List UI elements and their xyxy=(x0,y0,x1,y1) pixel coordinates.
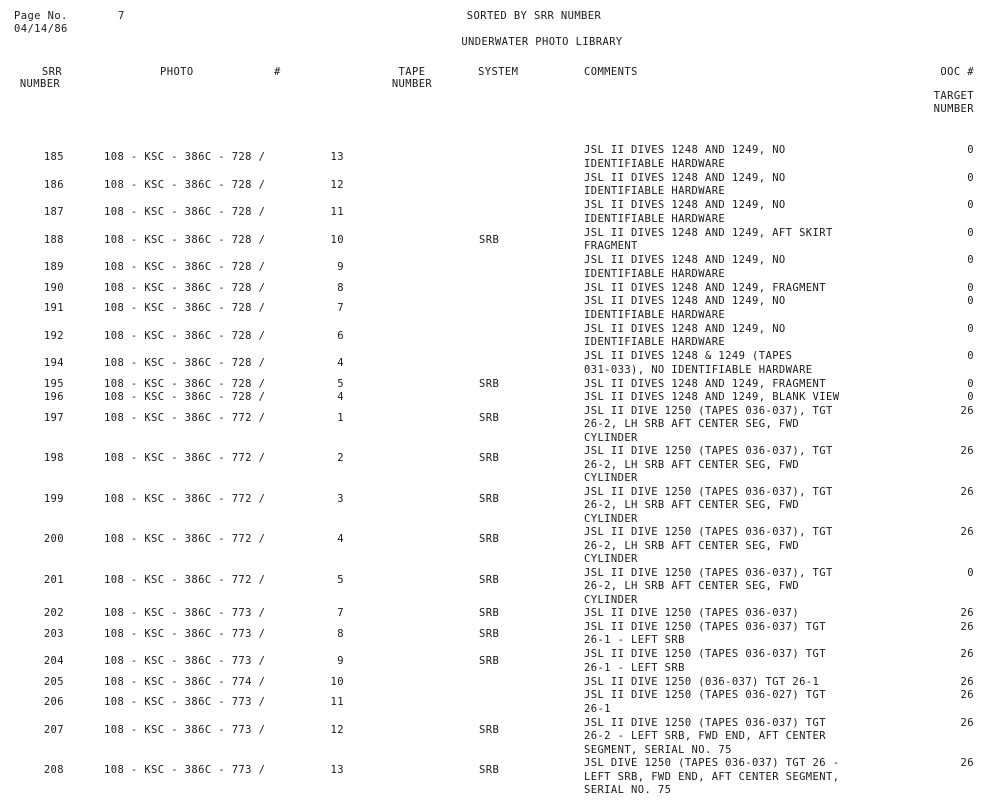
table-row xyxy=(0,378,988,392)
col-target-line2: NUMBER xyxy=(933,103,974,115)
table-row xyxy=(0,282,988,296)
comment-line: JSL II DIVE 1250 (TAPES 036-037) TGT xyxy=(584,648,826,660)
srr-number: 194 xyxy=(43,357,64,369)
comment-line: JSL II DIVE 1250 (TAPES 036-037), TGT xyxy=(584,566,833,579)
col-hash: # xyxy=(274,66,281,78)
comment-line: JSL II DIVES 1248 AND 1249, NO xyxy=(584,254,786,266)
comment-line: LEFT SRB, FWD END, AFT CENTER SEGMENT, xyxy=(584,770,840,783)
system-code: SRB xyxy=(479,533,500,545)
comment-line: JSL II DIVE 1250 (036-037) TGT 26-1 xyxy=(584,675,820,688)
page-number: 7 xyxy=(118,10,125,22)
photo-number: 11 xyxy=(330,206,344,218)
photo-id: 108 - KSC - 386C - 772 / xyxy=(104,573,266,586)
report-date: 04/14/86 xyxy=(14,23,68,35)
comment-line: CYLINDER xyxy=(584,431,638,444)
system-code: SRB xyxy=(479,764,500,776)
comment-line: 26-2, LH SRB AFT CENTER SEG, FWD xyxy=(584,580,800,592)
photo-id: 108 - KSC - 386C - 728 / xyxy=(104,206,266,218)
photo-number: 12 xyxy=(330,178,344,191)
ooc-target-number: 26 xyxy=(960,526,974,538)
comment-line: 26-1 - LEFT SRB xyxy=(584,634,685,646)
photo-number: 9 xyxy=(337,261,344,273)
srr-number: 196 xyxy=(43,391,64,403)
table-row xyxy=(0,350,988,376)
comment-line: FRAGMENT xyxy=(584,240,638,252)
srr-number: 203 xyxy=(43,627,64,640)
comment-line: 26-2 - LEFT SRB, FWD END, AFT CENTER xyxy=(584,730,826,742)
system-code: SRB xyxy=(479,627,500,640)
srr-number: 201 xyxy=(43,573,64,586)
photo-number: 11 xyxy=(330,696,344,708)
comment-line: JSL II DIVES 1248 AND 1249, FRAGMENT xyxy=(584,281,826,294)
ooc-target-number: 26 xyxy=(960,675,974,688)
ooc-target-number: 26 xyxy=(960,404,974,417)
ooc-target-number: 0 xyxy=(967,350,974,362)
photo-id: 108 - KSC - 386C - 772 / xyxy=(104,492,266,505)
col-target-line1: TARGET xyxy=(933,90,974,102)
photo-number: 8 xyxy=(337,281,344,294)
photo-number: 6 xyxy=(337,329,344,342)
table-row xyxy=(0,295,988,321)
photo-id: 108 - KSC - 386C - 728 / xyxy=(104,151,266,163)
comment-line: JSL II DIVES 1248 AND 1249, NO xyxy=(584,295,786,307)
system-code: SRB xyxy=(479,723,500,736)
srr-number: 198 xyxy=(43,452,64,464)
table-row xyxy=(0,526,988,565)
table-row xyxy=(0,226,988,252)
ooc-target-number: 0 xyxy=(967,281,974,294)
ooc-target-number: 0 xyxy=(967,322,974,335)
table-row xyxy=(0,620,988,646)
photo-number: 13 xyxy=(330,151,344,163)
srr-number: 195 xyxy=(43,377,64,390)
comment-line: IDENTIFIABLE HARDWARE xyxy=(584,212,726,225)
ooc-target-number: 26 xyxy=(960,757,974,769)
table-row xyxy=(0,485,988,525)
col-comments: COMMENTS xyxy=(584,66,638,78)
ooc-target-number: 0 xyxy=(967,144,974,156)
srr-number: 200 xyxy=(43,533,64,545)
col-srr-line1: SRR xyxy=(41,66,63,78)
photo-id: 108 - KSC - 386C - 773 / xyxy=(104,607,266,619)
comment-line: IDENTIFIABLE HARDWARE xyxy=(584,308,726,321)
srr-number: 186 xyxy=(43,178,64,191)
photo-number: 1 xyxy=(337,411,344,424)
srr-number: 188 xyxy=(43,233,64,246)
table-row xyxy=(0,171,988,197)
comment-line: 26-1 xyxy=(584,702,611,715)
ooc-target-number: 0 xyxy=(967,171,974,184)
srr-number: 185 xyxy=(43,151,64,163)
srr-number: 190 xyxy=(43,281,64,294)
comment-line: IDENTIFIABLE HARDWARE xyxy=(584,157,726,170)
col-system: SYSTEM xyxy=(478,66,519,78)
comment-line: 031-033), NO IDENTIFIABLE HARDWARE xyxy=(584,363,813,376)
srr-number: 207 xyxy=(43,723,64,736)
system-code: SRB xyxy=(479,573,500,586)
table-row xyxy=(0,254,988,280)
srr-number: 205 xyxy=(43,675,64,688)
table-row xyxy=(0,199,988,225)
photo-id: 108 - KSC - 386C - 728 / xyxy=(104,377,266,390)
table-row xyxy=(0,676,988,690)
system-code: SRB xyxy=(479,492,500,505)
ooc-target-number: 0 xyxy=(967,566,974,579)
table-row xyxy=(0,144,988,170)
comment-line: IDENTIFIABLE HARDWARE xyxy=(584,336,726,348)
photo-id: 108 - KSC - 386C - 728 / xyxy=(104,391,266,403)
table-row xyxy=(0,404,988,444)
comment-line: SERIAL NO. 75 xyxy=(584,784,672,796)
srr-number: 191 xyxy=(43,302,64,314)
comment-line: JSL II DIVE 1250 (TAPES 036-037) TGT xyxy=(584,716,826,729)
photo-id: 108 - KSC - 386C - 773 / xyxy=(104,723,266,736)
comment-line: IDENTIFIABLE HARDWARE xyxy=(584,267,726,280)
photo-id: 108 - KSC - 386C - 773 / xyxy=(104,627,266,640)
col-srr-line2: NUMBER xyxy=(19,78,61,90)
ooc-target-number: 26 xyxy=(960,716,974,729)
comment-line: JSL II DIVES 1248 AND 1249, BLANK VIEW xyxy=(584,391,840,403)
photo-id: 108 - KSC - 386C - 728 / xyxy=(104,302,266,314)
photo-number: 3 xyxy=(337,492,344,505)
comment-line: JSL II DIVES 1248 AND 1249, FRAGMENT xyxy=(584,377,826,390)
table-row xyxy=(0,689,988,715)
comment-line: JSL II DIVES 1248 AND 1249, NO xyxy=(584,144,786,156)
library-title: UNDERWATER PHOTO LIBRARY xyxy=(461,36,623,48)
photo-number: 13 xyxy=(330,764,344,776)
photo-id: 108 - KSC - 386C - 728 / xyxy=(104,261,266,273)
system-code: SRB xyxy=(479,411,500,424)
comment-line: 26-1 - LEFT SRB xyxy=(584,661,685,674)
col-photo: PHOTO xyxy=(160,66,194,78)
photo-id: 108 - KSC - 386C - 772 / xyxy=(104,452,266,464)
photo-number: 5 xyxy=(337,573,344,586)
photo-number: 8 xyxy=(337,627,344,640)
comment-line: 26-2, LH SRB AFT CENTER SEG, FWD xyxy=(584,539,800,552)
comment-line: CYLINDER xyxy=(584,472,638,484)
comment-line: JSL II DIVES 1248 AND 1249, NO xyxy=(584,199,786,211)
table-row xyxy=(0,445,988,484)
table-row xyxy=(0,648,988,674)
table-row xyxy=(0,566,988,606)
comment-line: JSL II DIVES 1248 AND 1249, NO xyxy=(584,171,786,184)
ooc-target-number: 0 xyxy=(967,377,974,390)
ooc-target-number: 0 xyxy=(967,391,974,403)
comment-line: CYLINDER xyxy=(584,593,638,606)
srr-number: 187 xyxy=(43,206,64,218)
comment-line: JSL II DIVE 1250 (TAPES 036-037), TGT xyxy=(584,445,833,457)
ooc-target-number: 26 xyxy=(960,607,974,619)
photo-number: 9 xyxy=(337,655,344,667)
comment-line: 26-2, LH SRB AFT CENTER SEG, FWD xyxy=(584,458,800,471)
comment-line: JSL II DIVE 1250 (TAPES 036-027) TGT xyxy=(584,689,826,701)
system-code: SRB xyxy=(479,655,500,667)
photo-number: 10 xyxy=(330,233,344,246)
ooc-target-number: 0 xyxy=(967,199,974,211)
photo-number: 4 xyxy=(337,533,344,545)
srr-number: 204 xyxy=(43,655,64,667)
comment-line: JSL II DIVE 1250 (TAPES 036-037), TGT xyxy=(584,404,833,417)
system-code: SRB xyxy=(479,377,500,390)
photo-number: 7 xyxy=(337,607,344,619)
comment-line: JSL II DIVES 1248 & 1249 (TAPES xyxy=(584,350,793,362)
srr-number: 197 xyxy=(43,411,64,424)
comment-line: IDENTIFIABLE HARDWARE xyxy=(584,185,726,197)
srr-number: 206 xyxy=(43,696,64,708)
comment-line: SEGMENT, SERIAL NO. 75 xyxy=(584,743,732,756)
photo-number: 12 xyxy=(330,723,344,736)
ooc-target-number: 26 xyxy=(960,445,974,457)
table-row xyxy=(0,716,988,756)
photo-number: 7 xyxy=(337,302,344,314)
photo-number: 4 xyxy=(337,391,344,403)
col-ooc: OOC # xyxy=(940,66,974,78)
photo-id: 108 - KSC - 386C - 773 / xyxy=(104,655,266,667)
srr-number: 189 xyxy=(43,261,64,273)
comment-line: JSL II DIVES 1248 AND 1249, AFT SKIRT xyxy=(584,226,833,239)
table-row xyxy=(0,391,988,405)
comment-line: 26-2, LH SRB AFT CENTER SEG, FWD xyxy=(584,418,800,430)
photo-id: 108 - KSC - 386C - 728 / xyxy=(104,233,266,246)
comment-line: JSL II DIVE 1250 (TAPES 036-037) xyxy=(584,607,800,619)
photo-id: 108 - KSC - 386C - 772 / xyxy=(104,533,266,545)
ooc-target-number: 26 xyxy=(960,689,974,701)
srr-number: 208 xyxy=(43,764,64,776)
srr-number: 202 xyxy=(43,607,64,619)
photo-id: 108 - KSC - 386C - 728 / xyxy=(104,329,266,342)
table-row xyxy=(0,322,988,348)
system-code: SRB xyxy=(479,607,500,619)
table-row xyxy=(0,757,988,796)
ooc-target-number: 26 xyxy=(960,485,974,498)
photo-id: 108 - KSC - 386C - 728 / xyxy=(104,357,266,369)
comment-line: JSL II DIVE 1250 (TAPES 036-037), TGT xyxy=(584,526,833,538)
ooc-target-number: 26 xyxy=(960,648,974,660)
comment-line: JSL II DIVES 1248 AND 1249, NO xyxy=(584,322,786,335)
photo-id: 108 - KSC - 386C - 728 / xyxy=(104,281,266,294)
comment-line: CYLINDER xyxy=(584,553,638,565)
sort-title: SORTED BY SRR NUMBER xyxy=(466,10,602,22)
comment-line: 26-2, LH SRB AFT CENTER SEG, FWD xyxy=(584,499,800,511)
photo-id: 108 - KSC - 386C - 774 / xyxy=(104,675,266,688)
col-tape-line2: NUMBER xyxy=(391,78,433,90)
srr-number: 192 xyxy=(43,329,64,342)
page-label: Page No. xyxy=(14,10,68,22)
photo-id: 108 - KSC - 386C - 728 / xyxy=(104,178,266,191)
system-code: SRB xyxy=(479,452,500,464)
comment-line: CYLINDER xyxy=(584,512,638,525)
ooc-target-number: 0 xyxy=(967,295,974,307)
photo-number: 2 xyxy=(337,452,344,464)
photo-id: 108 - KSC - 386C - 772 / xyxy=(104,411,266,424)
photo-id: 108 - KSC - 386C - 773 / xyxy=(104,696,266,708)
col-tape-line1: TAPE xyxy=(398,66,426,78)
comment-line: JSL II DIVE 1250 (TAPES 036-037), TGT xyxy=(584,485,833,498)
photo-number: 10 xyxy=(330,675,344,688)
table-row xyxy=(0,607,988,621)
photo-number: 4 xyxy=(337,357,344,369)
photo-id: 108 - KSC - 386C - 773 / xyxy=(104,764,266,776)
system-code: SRB xyxy=(479,233,500,246)
comment-line: JSL DIVE 1250 (TAPES 036-037) TGT 26 - xyxy=(584,757,840,769)
photo-number: 5 xyxy=(337,377,344,390)
ooc-target-number: 0 xyxy=(967,254,974,266)
ooc-target-number: 0 xyxy=(967,226,974,239)
srr-number: 199 xyxy=(43,492,64,505)
comment-line: JSL II DIVE 1250 (TAPES 036-037) TGT xyxy=(584,620,826,633)
ooc-target-number: 26 xyxy=(960,620,974,633)
